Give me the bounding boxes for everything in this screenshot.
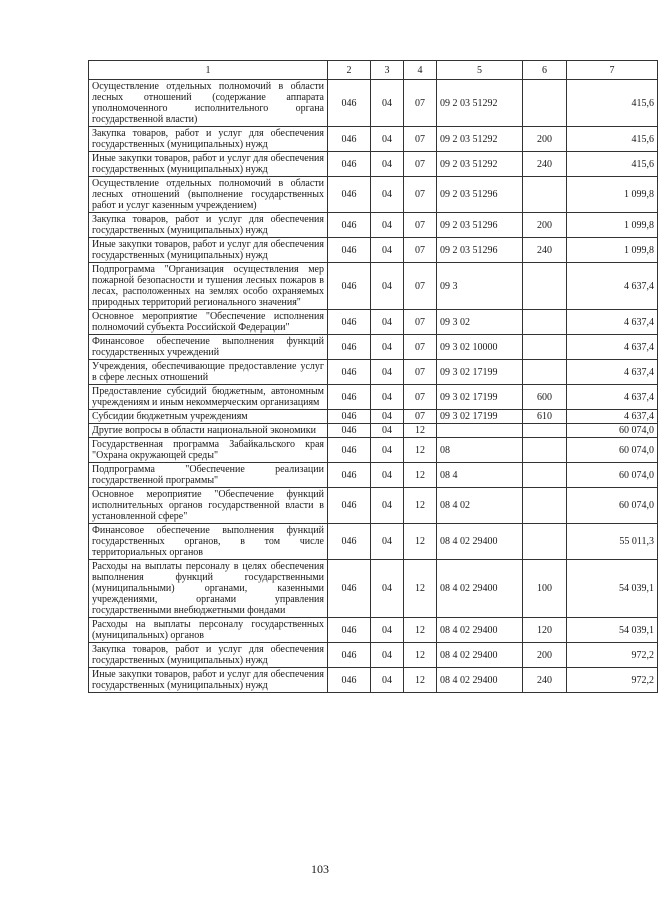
cell-col-5: 08 <box>437 438 523 463</box>
cell-col-6: 200 <box>523 127 567 152</box>
cell-col-5: 09 3 02 17199 <box>437 385 523 410</box>
cell-expense-name: Подпрограмма "Организация осуществления мер пожарной безопасности и тушения лесных пожаров в лесах, расположенных на землях особо охраняемых природных территорий регионального значения" <box>89 263 328 310</box>
header-col-5: 5 <box>437 61 523 80</box>
cell-col-3: 04 <box>371 263 404 310</box>
cell-col-6: 120 <box>523 618 567 643</box>
cell-col-3: 04 <box>371 335 404 360</box>
cell-col-6 <box>523 524 567 560</box>
cell-col-3: 04 <box>371 385 404 410</box>
cell-col-5: 08 4 02 29400 <box>437 524 523 560</box>
cell-amount: 60 074,0 <box>567 438 658 463</box>
cell-expense-name: Осуществление отдельных полномочий в области лесных отношений (выполнение государственных работ и услуг казенным учреждением) <box>89 177 328 213</box>
cell-amount: 415,6 <box>567 80 658 127</box>
header-col-2: 2 <box>328 61 371 80</box>
cell-amount: 4 637,4 <box>567 335 658 360</box>
cell-col-2: 046 <box>328 410 371 424</box>
table-row <box>89 213 658 238</box>
cell-col-6: 100 <box>523 560 567 618</box>
cell-col-2: 046 <box>328 618 371 643</box>
table-row <box>89 410 658 424</box>
cell-col-6 <box>523 263 567 310</box>
cell-col-5: 09 2 03 51292 <box>437 127 523 152</box>
table-row <box>89 385 658 410</box>
cell-col-3: 04 <box>371 177 404 213</box>
cell-expense-name: Подпрограмма "Обеспечение реализации государственной программы" <box>89 463 328 488</box>
cell-col-2: 046 <box>328 310 371 335</box>
cell-col-4: 07 <box>404 213 437 238</box>
cell-col-5: 09 3 <box>437 263 523 310</box>
cell-amount: 4 637,4 <box>567 360 658 385</box>
cell-col-5: 08 4 <box>437 463 523 488</box>
cell-col-3: 04 <box>371 127 404 152</box>
cell-col-2: 046 <box>328 524 371 560</box>
cell-col-4: 12 <box>404 438 437 463</box>
table-row <box>89 360 658 385</box>
cell-col-2: 046 <box>328 213 371 238</box>
cell-col-2: 046 <box>328 177 371 213</box>
cell-col-5: 09 2 03 51296 <box>437 238 523 263</box>
cell-col-2: 046 <box>328 488 371 524</box>
cell-expense-name: Финансовое обеспечение выполнения функций государственных учреждений <box>89 335 328 360</box>
cell-col-3: 04 <box>371 360 404 385</box>
cell-col-2: 046 <box>328 438 371 463</box>
cell-col-2: 046 <box>328 424 371 438</box>
cell-col-3: 04 <box>371 524 404 560</box>
cell-col-4: 07 <box>404 385 437 410</box>
cell-col-3: 04 <box>371 213 404 238</box>
cell-expense-name: Расходы на выплаты персоналу государственных (муниципальных) органов <box>89 618 328 643</box>
cell-col-5: 09 2 03 51292 <box>437 152 523 177</box>
cell-col-5: 09 2 03 51296 <box>437 177 523 213</box>
cell-col-6: 240 <box>523 668 567 693</box>
cell-col-2: 046 <box>328 668 371 693</box>
cell-amount: 972,2 <box>567 668 658 693</box>
cell-col-4: 07 <box>404 360 437 385</box>
cell-amount: 4 637,4 <box>567 385 658 410</box>
header-col-1: 1 <box>89 61 328 80</box>
table-row <box>89 335 658 360</box>
cell-col-3: 04 <box>371 310 404 335</box>
cell-col-3: 04 <box>371 668 404 693</box>
cell-expense-name: Субсидии бюджетным учреждениям <box>89 410 328 424</box>
cell-col-2: 046 <box>328 80 371 127</box>
cell-col-4: 12 <box>404 618 437 643</box>
cell-amount: 415,6 <box>567 152 658 177</box>
cell-col-2: 046 <box>328 385 371 410</box>
cell-col-6 <box>523 335 567 360</box>
header-col-4: 4 <box>404 61 437 80</box>
table-row <box>89 310 658 335</box>
cell-col-3: 04 <box>371 560 404 618</box>
table-body <box>89 80 658 693</box>
header-col-6: 6 <box>523 61 567 80</box>
cell-col-6 <box>523 310 567 335</box>
cell-col-3: 04 <box>371 152 404 177</box>
cell-col-4: 12 <box>404 643 437 668</box>
table-row <box>89 177 658 213</box>
table-row <box>89 263 658 310</box>
cell-col-5: 08 4 02 29400 <box>437 618 523 643</box>
cell-col-5: 09 3 02 <box>437 310 523 335</box>
table-row <box>89 463 658 488</box>
table-row <box>89 668 658 693</box>
cell-col-6 <box>523 80 567 127</box>
cell-amount: 4 637,4 <box>567 310 658 335</box>
cell-col-2: 046 <box>328 238 371 263</box>
cell-col-5: 09 3 02 10000 <box>437 335 523 360</box>
cell-expense-name: Закупка товаров, работ и услуг для обеспечения государственных (муниципальных) нужд <box>89 127 328 152</box>
cell-col-5: 09 3 02 17199 <box>437 410 523 424</box>
cell-col-6: 200 <box>523 213 567 238</box>
cell-col-2: 046 <box>328 152 371 177</box>
cell-col-3: 04 <box>371 618 404 643</box>
cell-amount: 60 074,0 <box>567 463 658 488</box>
cell-col-5: 09 2 03 51292 <box>437 80 523 127</box>
cell-expense-name: Основное мероприятие "Обеспечение исполнения полномочий субъекта Российской Федерации" <box>89 310 328 335</box>
budget-table <box>88 60 658 693</box>
cell-expense-name: Закупка товаров, работ и услуг для обеспечения государственных (муниципальных) нужд <box>89 213 328 238</box>
cell-amount: 60 074,0 <box>567 424 658 438</box>
cell-col-3: 04 <box>371 80 404 127</box>
cell-expense-name: Иные закупки товаров, работ и услуг для обеспечения государственных (муниципальных) нужд <box>89 668 328 693</box>
cell-col-4: 07 <box>404 238 437 263</box>
cell-col-3: 04 <box>371 463 404 488</box>
table-row <box>89 80 658 127</box>
cell-col-6: 200 <box>523 643 567 668</box>
cell-col-3: 04 <box>371 643 404 668</box>
table-header-row <box>89 61 658 80</box>
cell-expense-name: Иные закупки товаров, работ и услуг для обеспечения государственных (муниципальных) нужд <box>89 152 328 177</box>
table-row <box>89 524 658 560</box>
cell-col-4: 12 <box>404 488 437 524</box>
cell-col-4: 07 <box>404 310 437 335</box>
cell-col-4: 07 <box>404 410 437 424</box>
cell-col-5: 08 4 02 29400 <box>437 643 523 668</box>
cell-col-6 <box>523 424 567 438</box>
cell-col-5: 08 4 02 29400 <box>437 560 523 618</box>
table-row <box>89 488 658 524</box>
cell-col-3: 04 <box>371 238 404 263</box>
cell-expense-name: Учреждения, обеспечивающие предоставление услуг в сфере лесных отношений <box>89 360 328 385</box>
cell-amount: 1 099,8 <box>567 177 658 213</box>
cell-col-4: 07 <box>404 152 437 177</box>
cell-col-6 <box>523 360 567 385</box>
cell-col-2: 046 <box>328 643 371 668</box>
cell-expense-name: Финансовое обеспечение выполнения функций государственных органов, в том числе территориальных органов <box>89 524 328 560</box>
cell-col-3: 04 <box>371 410 404 424</box>
cell-col-3: 04 <box>371 438 404 463</box>
cell-col-5: 09 2 03 51296 <box>437 213 523 238</box>
cell-expense-name: Закупка товаров, работ и услуг для обеспечения государственных (муниципальных) нужд <box>89 643 328 668</box>
cell-col-6 <box>523 438 567 463</box>
cell-amount: 4 637,4 <box>567 263 658 310</box>
cell-col-4: 12 <box>404 560 437 618</box>
cell-col-4: 12 <box>404 668 437 693</box>
cell-amount: 415,6 <box>567 127 658 152</box>
cell-amount: 972,2 <box>567 643 658 668</box>
cell-expense-name: Расходы на выплаты персоналу в целях обеспечения выполнения функций государственными (муниципальными) органами, казенными учреждениями, органами управления государственными внебюджетными фондами <box>89 560 328 618</box>
cell-col-4: 07 <box>404 177 437 213</box>
cell-amount: 55 011,3 <box>567 524 658 560</box>
table-row <box>89 643 658 668</box>
table-row <box>89 560 658 618</box>
table-row <box>89 238 658 263</box>
cell-amount: 1 099,8 <box>567 213 658 238</box>
cell-col-4: 07 <box>404 127 437 152</box>
cell-col-5: 08 4 02 <box>437 488 523 524</box>
cell-col-6: 600 <box>523 385 567 410</box>
cell-col-4: 07 <box>404 80 437 127</box>
cell-col-6: 240 <box>523 238 567 263</box>
cell-amount: 4 637,4 <box>567 410 658 424</box>
header-col-7: 7 <box>567 61 658 80</box>
cell-col-2: 046 <box>328 463 371 488</box>
cell-col-5: 08 4 02 29400 <box>437 668 523 693</box>
cell-col-4: 12 <box>404 424 437 438</box>
cell-col-3: 04 <box>371 424 404 438</box>
cell-col-4: 07 <box>404 335 437 360</box>
cell-col-6: 610 <box>523 410 567 424</box>
cell-amount: 54 039,1 <box>567 618 658 643</box>
cell-col-4: 12 <box>404 524 437 560</box>
cell-col-2: 046 <box>328 263 371 310</box>
table-row <box>89 424 658 438</box>
page-number: 103 <box>311 862 329 876</box>
cell-col-6 <box>523 488 567 524</box>
table-row <box>89 152 658 177</box>
cell-col-3: 04 <box>371 488 404 524</box>
table-row <box>89 618 658 643</box>
cell-expense-name: Государственная программа Забайкальского края "Охрана окружающей среды" <box>89 438 328 463</box>
cell-amount: 60 074,0 <box>567 488 658 524</box>
cell-expense-name: Осуществление отдельных полномочий в области лесных отношений (содержание аппарата уполномоченного исполнительного органа государственной власти) <box>89 80 328 127</box>
cell-amount: 1 099,8 <box>567 238 658 263</box>
cell-expense-name: Основное мероприятие "Обеспечение функций исполнительных органов государственной власти в установленной сфере" <box>89 488 328 524</box>
cell-col-6: 240 <box>523 152 567 177</box>
cell-col-2: 046 <box>328 335 371 360</box>
cell-col-5: 09 3 02 17199 <box>437 360 523 385</box>
cell-expense-name: Другие вопросы в области национальной экономики <box>89 424 328 438</box>
cell-col-6 <box>523 463 567 488</box>
cell-col-6 <box>523 177 567 213</box>
cell-col-2: 046 <box>328 360 371 385</box>
cell-expense-name: Иные закупки товаров, работ и услуг для обеспечения государственных (муниципальных) нужд <box>89 238 328 263</box>
cell-col-2: 046 <box>328 560 371 618</box>
cell-col-4: 07 <box>404 263 437 310</box>
table-row <box>89 438 658 463</box>
table-row <box>89 127 658 152</box>
header-col-3: 3 <box>371 61 404 80</box>
cell-amount: 54 039,1 <box>567 560 658 618</box>
cell-col-2: 046 <box>328 127 371 152</box>
cell-col-5 <box>437 424 523 438</box>
cell-col-4: 12 <box>404 463 437 488</box>
cell-expense-name: Предоставление субсидий бюджетным, автономным учреждениям и иным некоммерческим организациям <box>89 385 328 410</box>
